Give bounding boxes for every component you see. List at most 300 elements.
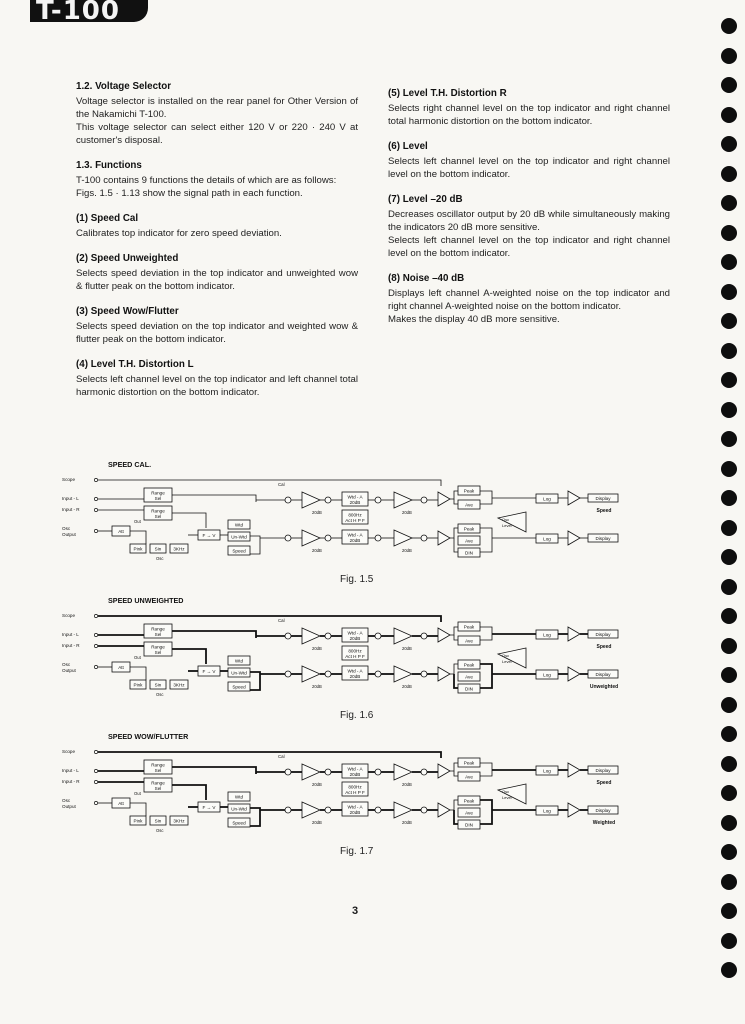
amplifier-symbol — [568, 491, 580, 505]
binding-hole — [721, 18, 737, 34]
signal-line — [250, 536, 260, 554]
amplifier-symbol — [438, 803, 450, 817]
block-label: DIN — [465, 822, 473, 828]
summing-node — [285, 807, 291, 813]
block-label: 20dB — [349, 673, 361, 679]
amplifier-symbol — [438, 667, 450, 681]
terminal — [94, 508, 97, 511]
signal-line — [98, 616, 441, 622]
osc-level-block — [498, 648, 526, 668]
block-label: Pink — [133, 682, 143, 688]
signal-line — [130, 531, 146, 544]
block-label: Wtd — [234, 794, 244, 800]
summing-node — [285, 671, 291, 677]
block-label: Display — [595, 536, 611, 541]
section-paragraph: Selects speed deviation on the top indicator and weighted wow & flutter peak on the bottom indicator. — [76, 321, 358, 345]
signal-line — [172, 513, 206, 528]
amplifier-symbol — [394, 628, 412, 644]
block-label: Wtd - A — [347, 766, 363, 772]
binding-hole — [721, 756, 737, 772]
diagram-label: Input - L — [62, 768, 79, 773]
section-paragraph: Calibrates top indicator for zero speed deviation. — [76, 228, 282, 239]
block-label: 800Hz — [348, 648, 362, 654]
signal-line — [454, 674, 458, 688]
signal-line — [172, 767, 256, 774]
section-paragraph: Selects right channel level on the top indicator and right channel total harmonic distortion on the bottom indicator. — [388, 103, 670, 127]
model-tab: T-100 — [30, 0, 148, 22]
diagram-label: Out — [134, 519, 141, 524]
signal-line — [450, 627, 458, 635]
section-heading: (2) Speed Unweighted — [76, 253, 179, 264]
block-label: Display — [595, 632, 611, 637]
signal-line — [172, 495, 256, 502]
diagram-label: 20dB — [312, 548, 322, 553]
binding-hole — [721, 874, 737, 890]
signal-line — [450, 800, 458, 810]
binding-hole — [721, 195, 737, 211]
binding-hole — [721, 667, 737, 683]
binding-hole — [721, 372, 737, 388]
block-label: 20dB — [349, 499, 361, 505]
diagram-label: Cal — [278, 754, 285, 759]
left-text-column — [76, 80, 358, 411]
diagram-label: Out — [134, 655, 141, 660]
block-label: Display — [595, 808, 611, 813]
binding-hole — [721, 962, 737, 978]
terminal — [94, 497, 97, 500]
diagram-label: 20dB — [312, 820, 322, 825]
diagram-label: Input - R — [62, 643, 80, 648]
section — [388, 140, 670, 181]
binding-hole — [721, 77, 737, 93]
figure-title: SPEED WOW/FLUTTER — [108, 732, 189, 741]
signal-line — [454, 538, 458, 552]
block-label: Display — [595, 496, 611, 501]
binding-hole — [721, 490, 737, 506]
signal-line — [98, 480, 441, 486]
amplifier-symbol — [438, 492, 450, 506]
section-paragraph: Makes the display 40 dB more sensitive. — [388, 314, 560, 325]
block-label: Log — [543, 672, 551, 678]
diagram-label: Output — [62, 668, 76, 673]
block-label: 3KHz — [173, 818, 185, 824]
block-label: Peak — [463, 488, 475, 494]
block-label: Peak — [463, 662, 475, 668]
block-label: Un-Wtd — [231, 670, 247, 676]
binding-hole — [721, 313, 737, 329]
diagram-label: Input - R — [62, 507, 80, 512]
block-label: Act H P F — [345, 653, 365, 659]
signal-line — [172, 649, 206, 664]
binding-hole — [721, 697, 737, 713]
block-label: Peak — [463, 760, 475, 766]
binding-hole — [721, 933, 737, 949]
osc-level-block — [498, 512, 526, 532]
binding-hole — [721, 579, 737, 595]
terminal — [94, 614, 97, 617]
block-label: Log — [543, 496, 551, 502]
diagram-label: Input - L — [62, 632, 79, 637]
block-label: Range — [151, 490, 165, 496]
signal-line — [454, 771, 458, 776]
section-paragraph: Selects speed deviation in the top indicator and unweighted wow & flutter peak on the bottom indicator. — [76, 268, 358, 292]
signal-line — [130, 803, 146, 816]
diagram-label: 20dB — [312, 510, 322, 515]
block-label: 20dB — [349, 809, 361, 815]
block-label: Sin — [154, 682, 162, 688]
section-heading: 1.3. Functions — [76, 160, 142, 171]
block-label: Ave — [465, 810, 473, 816]
section-paragraph: Displays left channel A-weighted noise on the top indicator and right channel A-weighted noise on the bottom indicator. — [388, 288, 670, 312]
binding-hole — [721, 520, 737, 536]
diagram-label: Scope — [62, 477, 76, 482]
terminal — [94, 665, 97, 668]
section-heading: (6) Level — [388, 141, 428, 152]
diagram-label: Cal — [278, 482, 285, 487]
block-label: Ave — [465, 674, 473, 680]
block-label: Sin — [154, 818, 162, 824]
signal-line — [480, 664, 492, 688]
section-heading: (5) Level T.H. Distortion R — [388, 88, 507, 99]
signal-line — [450, 528, 458, 538]
binding-hole — [721, 815, 737, 831]
section — [76, 212, 358, 240]
binding-hole — [721, 461, 737, 477]
block-label: Ave — [465, 638, 473, 644]
block-label: Wtd - A — [347, 532, 363, 538]
signal-line — [480, 800, 492, 824]
binding-hole — [721, 608, 737, 624]
block-label: Peak — [463, 624, 475, 630]
signal-line — [450, 763, 458, 771]
amplifier-symbol — [302, 764, 320, 780]
binding-hole — [721, 136, 737, 152]
block-label: Log — [543, 536, 551, 542]
terminal — [94, 529, 97, 532]
diagram-label: Osc — [502, 517, 510, 522]
summing-node — [285, 535, 291, 541]
figure-speed-cal — [56, 458, 656, 568]
summing-node — [375, 671, 381, 677]
block-label: Log — [543, 808, 551, 814]
diagram-label: Level — [502, 523, 512, 528]
section-paragraph: This voltage selector can select either 120 V or 220 · 240 V at customer's disposal. — [76, 122, 358, 146]
signal-line — [480, 491, 492, 504]
amplifier-symbol — [302, 492, 320, 508]
block-label: Display — [595, 768, 611, 773]
section-heading: (8) Noise –40 dB — [388, 273, 465, 284]
block-label: Sel — [154, 495, 162, 501]
signal-line — [250, 808, 260, 826]
block-label: Wtd - A — [347, 668, 363, 674]
block-label: 20dB — [349, 635, 361, 641]
summing-node — [421, 497, 427, 503]
diagram-label: 20dB — [402, 684, 412, 689]
signal-line — [450, 664, 458, 674]
terminal — [94, 750, 97, 753]
section-heading: (7) Level –20 dB — [388, 194, 463, 205]
figure-caption: Fig. 1.5 — [340, 574, 374, 585]
diagram-label: Osc — [62, 662, 71, 667]
diagram-label: Osc — [502, 653, 510, 658]
block-label: Speed — [232, 548, 246, 554]
right-text-column — [388, 87, 670, 338]
block-label: Log — [543, 768, 551, 774]
section-paragraph: Decreases oscillator output by 20 dB while simultaneously making the indicators 20 dB more sensitive. — [388, 209, 670, 233]
summing-node — [325, 497, 331, 503]
signal-line — [480, 627, 492, 640]
block-label: F → V — [202, 533, 216, 538]
block-label: Sel — [154, 767, 162, 773]
summing-node — [375, 633, 381, 639]
signal-line — [480, 763, 492, 776]
diagram-label: 20dB — [312, 646, 322, 651]
block-label: Display — [595, 672, 611, 677]
page-number: 3 — [352, 905, 359, 917]
diagram-label: Level — [502, 659, 512, 664]
summing-node — [325, 769, 331, 775]
diagram-label: Out — [134, 791, 141, 796]
block-label: Ave — [465, 538, 473, 544]
section-paragraph: Selects left channel level on the top indicator and right channel level on the bottom indicator. — [388, 235, 670, 259]
amplifier-symbol — [568, 763, 580, 777]
block-label: Ave — [465, 774, 473, 780]
diagram-label: Scope — [62, 749, 76, 754]
summing-node — [421, 633, 427, 639]
block-label: Pink — [133, 818, 143, 824]
section-paragraph: Selects left channel level on the top indicator and left channel total harmonic distortion on the bottom indicator. — [76, 374, 358, 398]
summing-node — [285, 497, 291, 503]
summing-node — [421, 535, 427, 541]
section — [388, 193, 670, 260]
block-label: 800Hz — [348, 784, 362, 790]
output-label: Speed — [596, 644, 612, 650]
amplifier-symbol — [302, 666, 320, 682]
figure-speed-wow-flutter — [56, 730, 656, 840]
diagram-label: Input - R — [62, 779, 80, 784]
signal-line — [172, 631, 256, 638]
amplifier-symbol — [568, 627, 580, 641]
section — [76, 358, 358, 399]
section-paragraph: Voltage selector is installed on the rear panel for Other Version of the Nakamichi T-100. — [76, 96, 358, 120]
summing-node — [375, 769, 381, 775]
summing-node — [325, 671, 331, 677]
block-label: Sin — [154, 546, 162, 552]
binding-hole — [721, 431, 737, 447]
output-label: Speed — [596, 508, 612, 514]
section — [388, 272, 670, 326]
binding-holes — [715, 10, 745, 1010]
summing-node — [325, 633, 331, 639]
block-label: F → V — [202, 805, 216, 810]
summing-node — [285, 633, 291, 639]
amplifier-symbol — [394, 666, 412, 682]
block-label: Wtd - A — [347, 804, 363, 810]
diagram-label: Osc — [156, 828, 164, 833]
osc-level-block — [498, 784, 526, 804]
signal-line — [450, 491, 458, 499]
signal-line — [454, 635, 458, 640]
amplifier-symbol — [438, 628, 450, 642]
block-label: Wtd - A — [347, 494, 363, 500]
block-label: Range — [151, 644, 165, 650]
binding-hole — [721, 785, 737, 801]
block-label: Att — [118, 665, 124, 670]
binding-hole — [721, 549, 737, 565]
summing-node — [375, 807, 381, 813]
summing-node — [421, 807, 427, 813]
block-label: DIN — [465, 550, 473, 556]
summing-node — [375, 497, 381, 503]
block-label: DIN — [465, 686, 473, 692]
signal-line — [454, 499, 458, 504]
section — [388, 87, 670, 128]
signal-line — [454, 810, 458, 824]
block-label: Speed — [232, 820, 246, 826]
section-paragraph: Selects left channel level on the top indicator and right channel level on the bottom indicator. — [388, 156, 670, 180]
amplifier-symbol — [394, 764, 412, 780]
terminal — [94, 644, 97, 647]
output-label: Weighted — [592, 820, 616, 826]
amplifier-symbol — [394, 802, 412, 818]
diagram-label: Osc — [62, 798, 71, 803]
summing-node — [421, 671, 427, 677]
signal-line — [172, 785, 206, 800]
block-label: 800Hz — [348, 512, 362, 518]
block-label: Speed — [232, 684, 246, 690]
binding-hole — [721, 402, 737, 418]
summing-node — [285, 769, 291, 775]
summing-node — [421, 769, 427, 775]
section — [76, 252, 358, 293]
diagram-label: 20dB — [402, 646, 412, 651]
block-label: Sel — [154, 513, 162, 519]
terminal — [94, 780, 97, 783]
figure-title: SPEED CAL. — [108, 460, 152, 469]
diagram-label: Osc — [156, 556, 164, 561]
terminal — [94, 769, 97, 772]
diagram-label: Osc — [156, 692, 164, 697]
section-paragraph: Figs. 1.5 · 1.13 show the signal path in each function. — [76, 188, 303, 199]
diagram-label: 20dB — [312, 782, 322, 787]
diagram-label: Input - L — [62, 496, 79, 501]
section-heading: 1.2. Voltage Selector — [76, 81, 172, 92]
diagram-label: Scope — [62, 613, 76, 618]
output-label: Unweighted — [589, 684, 619, 690]
diagram-label: Cal — [278, 618, 285, 623]
block-label: Att — [118, 529, 124, 534]
section-heading: (4) Level T.H. Distortion L — [76, 359, 194, 370]
amplifier-symbol — [394, 492, 412, 508]
block-label: Range — [151, 762, 165, 768]
diagram-label: Osc — [502, 789, 510, 794]
block-label: Sel — [154, 785, 162, 791]
block-label: Log — [543, 632, 551, 638]
amplifier-symbol — [302, 628, 320, 644]
section — [76, 159, 358, 200]
amplifier-symbol — [438, 531, 450, 545]
block-label: Att — [118, 801, 124, 806]
block-label: Un-Wtd — [231, 534, 247, 540]
block-label: Pink — [133, 546, 143, 552]
binding-hole — [721, 284, 737, 300]
block-label: Act H P F — [345, 517, 365, 523]
diagram-label: 20dB — [402, 510, 412, 515]
section — [76, 305, 358, 346]
diagram-label: 20dB — [402, 548, 412, 553]
binding-hole — [721, 48, 737, 64]
binding-hole — [721, 726, 737, 742]
terminal — [94, 801, 97, 804]
diagram-label: Output — [62, 804, 76, 809]
block-label: Wtd - A — [347, 630, 363, 636]
diagram-label: Osc — [62, 526, 71, 531]
output-label: Speed — [596, 780, 612, 786]
block-label: Act H P F — [345, 789, 365, 795]
signal-line — [480, 528, 492, 552]
block-label: Sel — [154, 631, 162, 637]
binding-hole — [721, 638, 737, 654]
block-label: Range — [151, 626, 165, 632]
binding-hole — [721, 903, 737, 919]
summing-node — [375, 535, 381, 541]
amplifier-symbol — [568, 667, 580, 681]
amplifier-symbol — [394, 530, 412, 546]
block-label: 20dB — [349, 537, 361, 543]
amplifier-symbol — [438, 764, 450, 778]
signal-line — [98, 752, 441, 758]
binding-hole — [721, 343, 737, 359]
block-label: Un-Wtd — [231, 806, 247, 812]
terminal — [94, 633, 97, 636]
section-paragraph: T-100 contains 9 functions the details of which are as follows: — [76, 175, 337, 186]
block-label: Peak — [463, 798, 475, 804]
signal-line — [250, 672, 260, 690]
signal-line — [130, 667, 146, 680]
figure-title: SPEED UNWEIGHTED — [108, 596, 184, 605]
amplifier-symbol — [302, 530, 320, 546]
summing-node — [325, 807, 331, 813]
figure-caption: Fig. 1.6 — [340, 710, 374, 721]
block-label: Ave — [465, 502, 473, 508]
block-label: Sel — [154, 649, 162, 655]
diagram-label: 20dB — [312, 684, 322, 689]
block-label: F → V — [202, 669, 216, 674]
block-label: Range — [151, 508, 165, 514]
figure-speed-unweighted — [56, 594, 656, 704]
block-label: Wtd — [234, 658, 244, 664]
amplifier-symbol — [568, 803, 580, 817]
binding-hole — [721, 166, 737, 182]
diagram-label: Level — [502, 795, 512, 800]
binding-hole — [721, 254, 737, 270]
summing-node — [325, 535, 331, 541]
figure-caption: Fig. 1.7 — [340, 846, 374, 857]
binding-hole — [721, 225, 737, 241]
amplifier-symbol — [568, 531, 580, 545]
section-heading: (1) Speed Cal — [76, 213, 139, 224]
section — [76, 80, 358, 147]
block-label: 3KHz — [173, 682, 185, 688]
binding-hole — [721, 844, 737, 860]
block-label: Peak — [463, 526, 475, 532]
terminal — [94, 478, 97, 481]
section-heading: (3) Speed Wow/Flutter — [76, 306, 179, 317]
block-label: 20dB — [349, 771, 361, 777]
block-label: Range — [151, 780, 165, 786]
amplifier-symbol — [302, 802, 320, 818]
block-label: 3KHz — [173, 546, 185, 552]
